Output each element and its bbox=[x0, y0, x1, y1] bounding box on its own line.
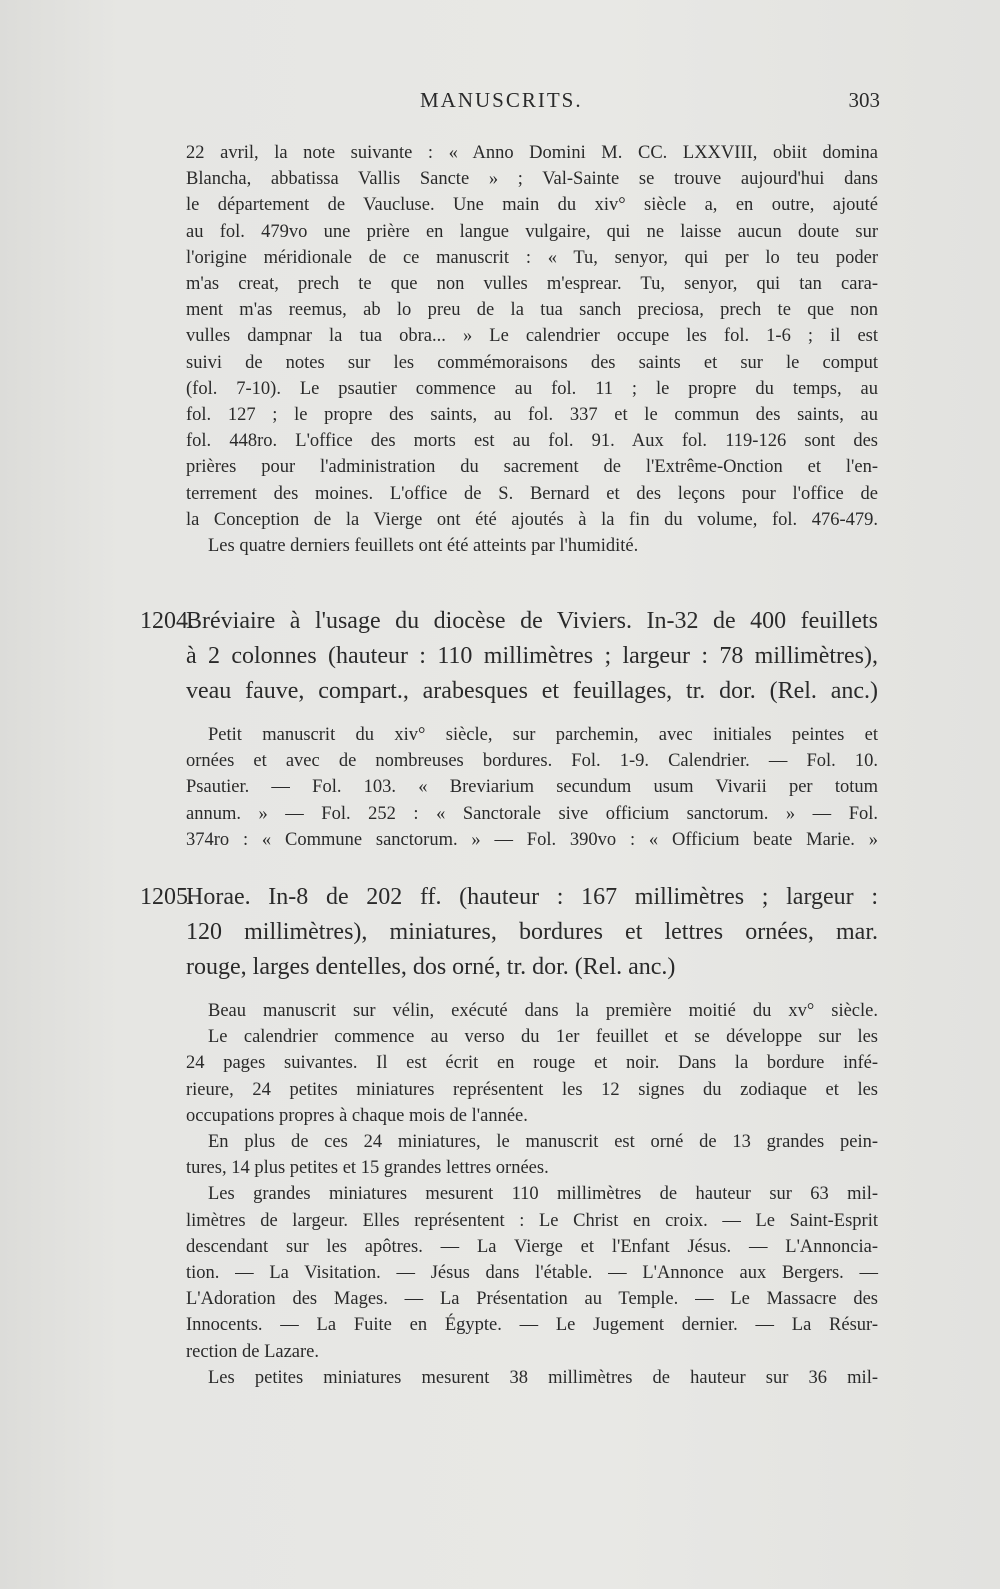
page-header bbox=[180, 88, 880, 118]
text-line: 24 pages suivantes. Il est écrit en rouge et noir. Dans la bordure infé- bbox=[186, 1053, 878, 1074]
text-line: Les quatre derniers feuillets ont été atteints par l'humidité. bbox=[208, 536, 639, 557]
text-line: la Conception de la Vierge ont été ajoutés à la fin du volume, fol. 476-479. bbox=[186, 509, 878, 530]
page-number: 303 bbox=[848, 88, 880, 112]
heading-line: rouge, larges dentelles, dos orné, tr. dor. (Rel. anc.) bbox=[186, 954, 676, 980]
text-line: le département de Vaucluse. Une main du xiv° siècle a, en outre, ajouté bbox=[186, 195, 878, 216]
text-line: tion. — La Visitation. — Jésus dans l'étable. — L'Annonce aux Bergers. — bbox=[186, 1263, 878, 1284]
text-line: suivi de notes sur les commémoraisons des saints et sur le comput bbox=[186, 352, 878, 373]
entry-1205-description bbox=[186, 998, 878, 1391]
text-line: l'origine méridionale de ce manuscrit : « Tu, senyor, qui per lo teu poder bbox=[186, 247, 878, 268]
text-line: rieure, 24 petites miniatures représentent les 12 signes du zodiaque et les bbox=[186, 1079, 878, 1100]
text-line: L'Adoration des Mages. — La Présentation au Temple. — Le Massacre des bbox=[186, 1289, 878, 1310]
text-line: terrement des moines. L'office de S. Bernard et des leçons pour l'office de bbox=[186, 483, 878, 504]
text-line: descendant sur les apôtres. — La Vierge et l'Enfant Jésus. — L'Annoncia- bbox=[186, 1236, 878, 1257]
text-line: Les grandes miniatures mesurent 110 millimètres de hauteur sur 63 mil- bbox=[208, 1184, 878, 1205]
running-title: MANUSCRITS. bbox=[420, 88, 583, 112]
text-line: En plus de ces 24 miniatures, le manuscrit est orné de 13 grandes pein- bbox=[208, 1132, 878, 1153]
heading-line: à 2 colonnes (hauteur : 110 millimètres ; largeur : 78 millimètres), bbox=[186, 643, 878, 669]
text-line: (fol. 7-10). Le psautier commence au fol. 11 ; le propre du temps, au bbox=[186, 378, 878, 399]
heading-line: 120 millimètres), miniatures, bordures et lettres ornées, mar. bbox=[186, 919, 878, 945]
text-line: ornées et avec de nombreuses bordures. Fol. 1-9. Calendrier. — Fol. 10. bbox=[186, 751, 878, 772]
text-line: 374ro : « Commune sanctorum. » — Fol. 390vo : « Officium beate Marie. » bbox=[186, 829, 878, 850]
text-line: limètres de largeur. Elles représentent : Le Christ en croix. — Le Saint-Esprit bbox=[186, 1210, 878, 1231]
text-line: Petit manuscrit du xiv° siècle, sur parchemin, avec initiales peintes et bbox=[208, 725, 878, 745]
entry-1204-heading bbox=[140, 604, 878, 709]
heading-line: veau fauve, compart., arabesques et feuillages, tr. dor. (Rel. anc.) bbox=[186, 678, 878, 704]
text-line: Le calendrier commence au verso du 1er feuillet et se développe sur les bbox=[208, 1027, 878, 1048]
text-line: vulles dampnar la tua obra... » Le calendrier occupe les fol. 1-6 ; il est bbox=[186, 326, 878, 347]
text-line: Psautier. — Fol. 103. « Breviarium secundum usum Vivarii per totum bbox=[186, 777, 878, 798]
text-line: occupations propres à chaque mois de l'année. bbox=[186, 1105, 528, 1126]
text-line: Innocents. — La Fuite en Égypte. — Le Jugement dernier. — La Résur- bbox=[186, 1315, 878, 1336]
entry-number: 1205. bbox=[140, 884, 194, 910]
text-line: prières pour l'administration du sacrement de l'Extrême-Onction et l'en- bbox=[186, 457, 878, 478]
intro-paragraph bbox=[186, 140, 878, 559]
text-line: au fol. 479vo une prière en langue vulgaire, qui ne laisse aucun doute sur bbox=[186, 221, 878, 242]
text-line: Beau manuscrit sur vélin, exécuté dans la première moitié du xv° siècle. bbox=[208, 1001, 878, 1021]
entry-number: 1204. bbox=[140, 608, 194, 634]
text-line: ment m'as reemus, ab lo preu de la tua sanch preciosa, prech te que non bbox=[186, 300, 878, 321]
text-line: m'as creat, prech te que non vulles m'esprear. Tu, senyor, qui tan cara- bbox=[186, 274, 878, 295]
text-line: tures, 14 plus petites et 15 grandes lettres ornées. bbox=[186, 1158, 549, 1179]
entry-1205-heading bbox=[140, 880, 878, 985]
text-line: annum. » — Fol. 252 : « Sanctorale sive officium sanctorum. » — Fol. bbox=[186, 803, 878, 824]
text-line: fol. 127 ; le propre des saints, au fol. 337 et le commun des saints, au bbox=[186, 405, 878, 426]
text-line: Blancha, abbatissa Vallis Sancte » ; Val-Sainte se trouve aujourd'hui dans bbox=[186, 169, 878, 190]
entry-1204-description bbox=[186, 722, 878, 853]
text-line: Les petites miniatures mesurent 38 millimètres de hauteur sur 36 mil- bbox=[208, 1367, 878, 1388]
text-line: 22 avril, la note suivante : « Anno Domini M. CC. LXXVIII, obiit domina bbox=[186, 143, 878, 163]
text-line: fol. 448ro. L'office des morts est au fol. 91. Aux fol. 119-126 sont des bbox=[186, 431, 878, 452]
heading-line: Bréviaire à l'usage du diocèse de Viviers. In-32 de 400 feuillets bbox=[186, 608, 878, 634]
text-line: rection de Lazare. bbox=[186, 1341, 320, 1362]
heading-line: Horae. In-8 de 202 ff. (hauteur : 167 millimètres ; largeur : bbox=[186, 884, 878, 910]
